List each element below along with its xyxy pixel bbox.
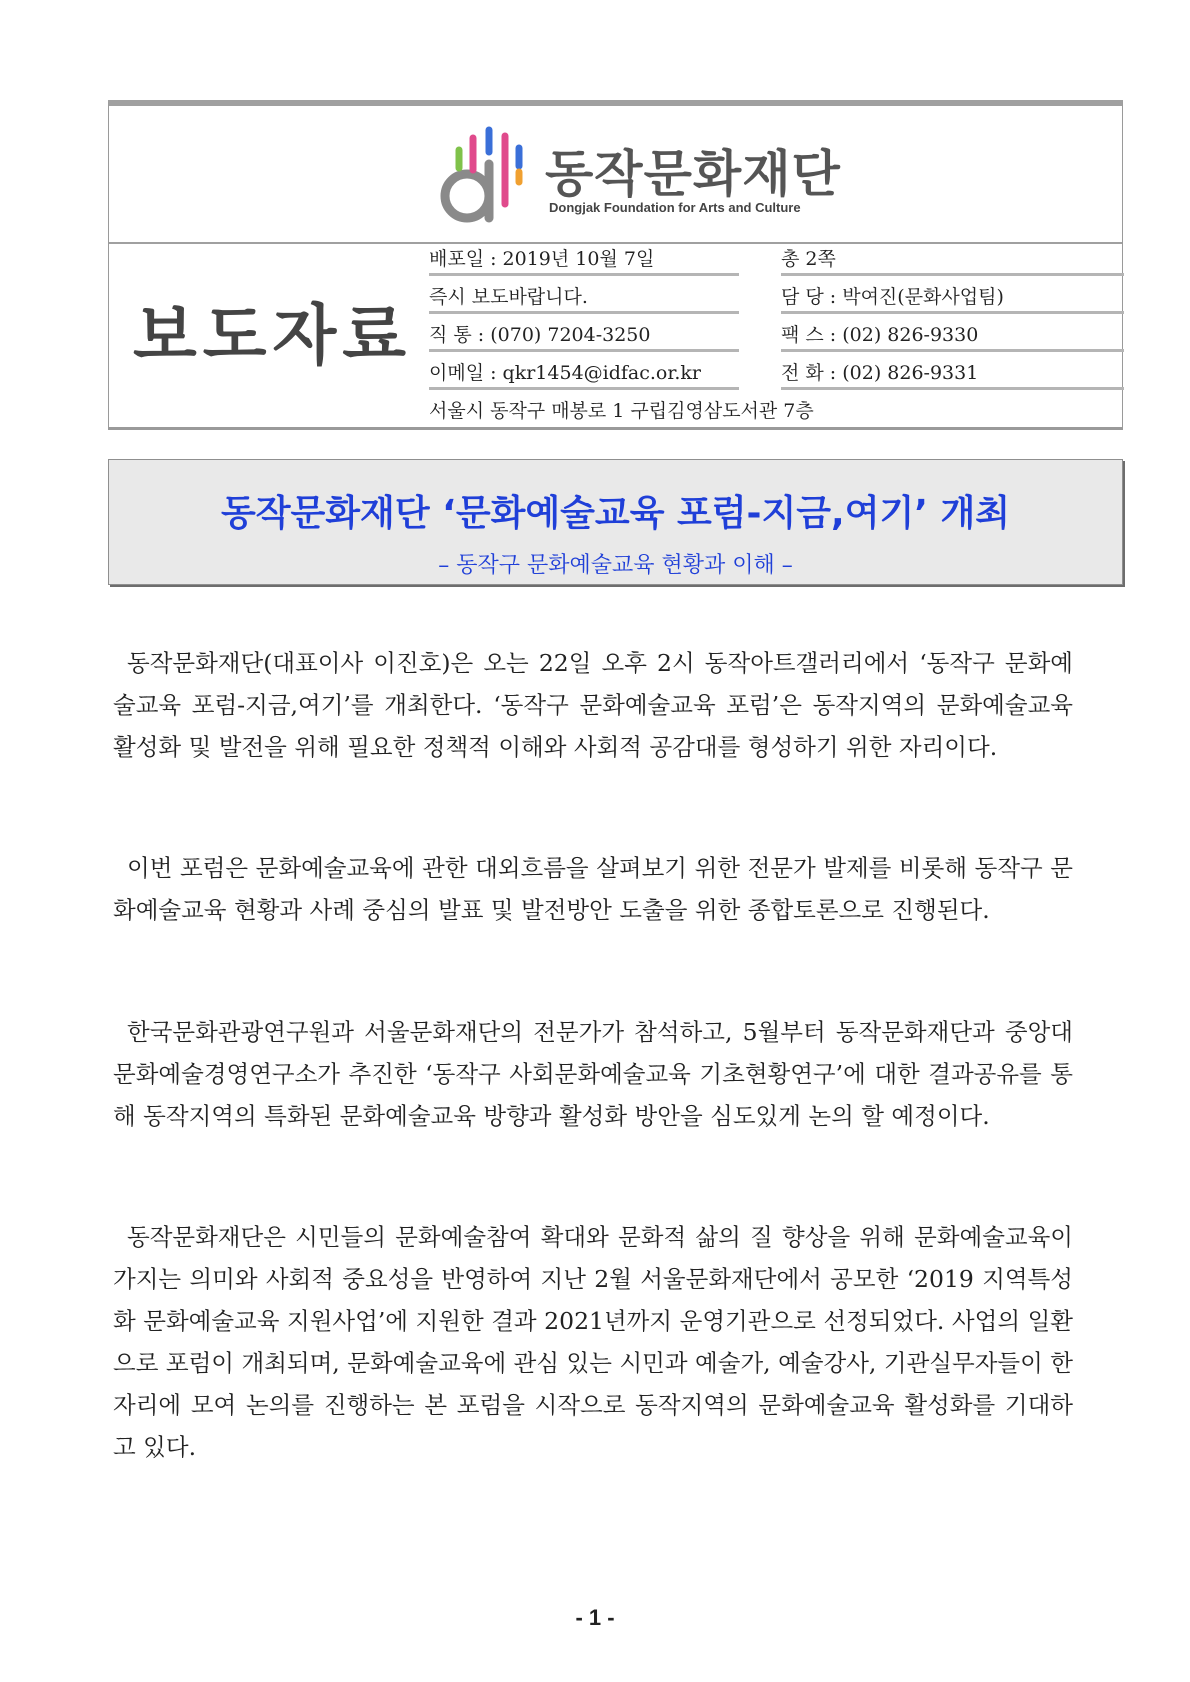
phone-number: 전 화 : (02) 826-9331 [781, 356, 1124, 390]
logo-name-english: Dongjak Foundation for Arts and Culture [549, 200, 801, 215]
office-address: 서울시 동작구 매봉로 1 구립김영삼도서관 7층 [429, 400, 814, 422]
headline-box [108, 459, 1123, 585]
fax-number: 팩 스 : (02) 826-9330 [781, 318, 1124, 352]
logo-name-korean: 동작문화재단 [545, 145, 841, 203]
headline-subtitle: – 동작구 문화예술교육 현황과 이해 – [438, 553, 793, 578]
page-count: 총 2쪽 [781, 242, 1124, 276]
press-release-label: 보도자료 [133, 297, 413, 374]
contact-person: 담 당 : 박여진(문화사업팀) [781, 280, 1124, 314]
email-address: 이메일 : qkr1454@idfac.or.kr [429, 356, 739, 390]
body-paragraph-4: 동작문화재단은 시민들의 문화예술참여 확대와 문화적 삶의 질 향상을 위해 문화예술교육이 가지는 의미와 사회적 중요성을 반영하여 지난 2월 서울문화재단에서 공모한 ‘2019 지역특성화 문화예술교육 지원사업’에 지원한 결과 2021년까지 운영기관으로 선정되었다. 사업의 일환으로 포럼이 개최되며, 문화예술교육에 관심 있는 시민과 예술가, 예술강사, 기관실무자들이 한자리에 모여 논의를 진행하는 본 포럼을 시작으로 동작지역의 문화예술교육 활성화를 기대하고 있다. [113, 1223, 1073, 1461]
embargo-notice: 즉시 보도바랍니다. [429, 280, 739, 314]
page-number: - 1 - [575, 1605, 615, 1630]
body-paragraph-1: 동작문화재단(대표이사 이진호)은 오는 22일 오후 2시 동작아트갤러리에서 ‘동작구 문화예술교육 포럼-지금,여기’를 개최한다. ‘동작구 문화예술교육 포럼’은 동작지역의 문화예술교육 활성화 및 발전을 위해 필요한 정책적 이해와 사회적 공감대를 형성하기 위한 자리이다. [113, 649, 1073, 761]
dongjak-logo-icon [437, 124, 527, 229]
press-header [108, 100, 1123, 430]
body-paragraph-2: 이번 포럼은 문화예술교육에 관한 대외흐름을 살펴보기 위한 전문가 발제를 비롯해 동작구 문화예술교육 현황과 사례 중심의 발표 및 발전방안 도출을 위한 종합토론으로 진행된다. [113, 854, 1073, 924]
headline-title: 동작문화재단 ‘문화예술교육 포럼-지금,여기’ 개최 [220, 493, 1011, 534]
release-date: 배포일 : 2019년 10월 7일 [429, 242, 739, 276]
direct-line: 직 통 : (070) 7204-3250 [429, 318, 739, 352]
logo-area [109, 106, 1122, 244]
body-paragraph-3: 한국문화관광연구원과 서울문화재단의 전문가가 참석하고, 5월부터 동작문화재단과 중앙대 문화예술경영연구소가 추진한 ‘동작구 사회문화예술교육 기초현황연구’에 대한 결과공유를 통해 동작지역의 특화된 문화예술교육 방향과 활성화 방안을 심도있게 논의 할 예정이다. [113, 1018, 1073, 1130]
